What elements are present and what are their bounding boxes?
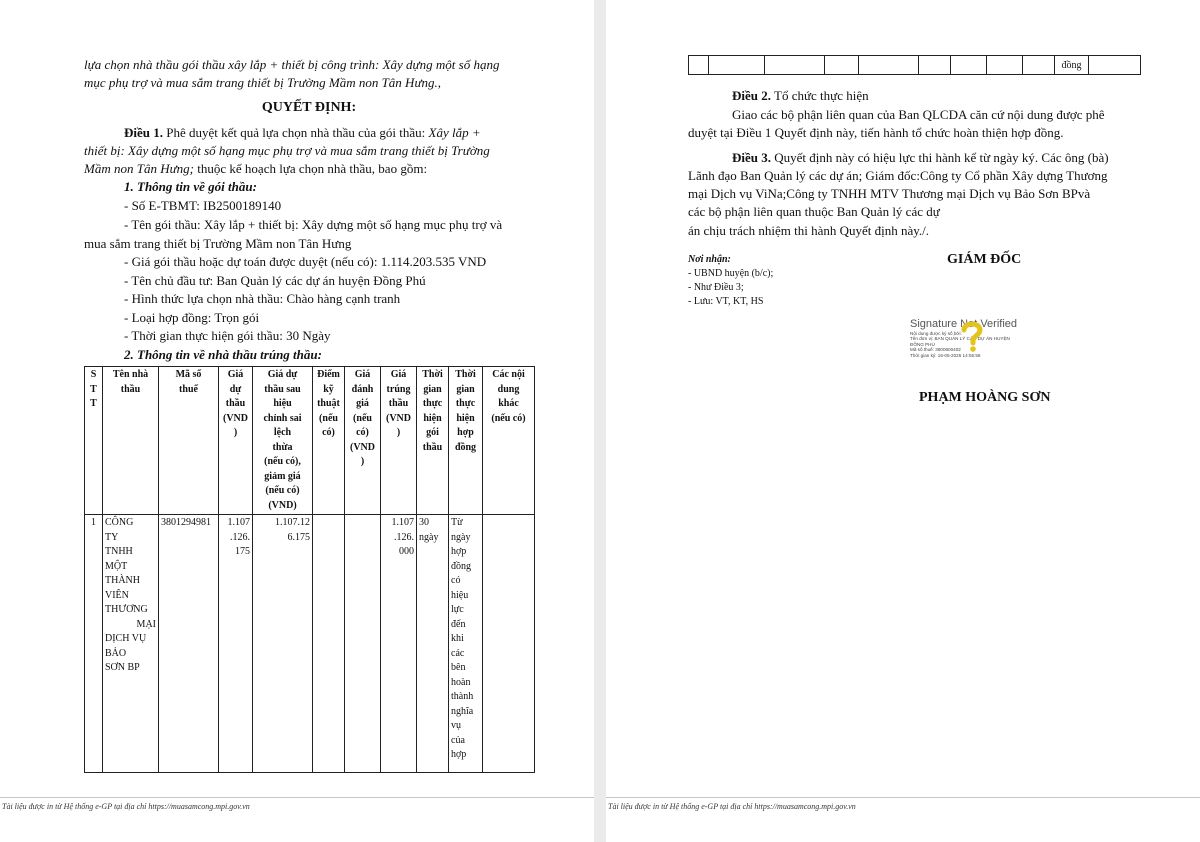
footer-divider (606, 797, 1200, 798)
section-1-title: 1. Thông tin về gói thầu: (124, 179, 257, 194)
info-contract-type: - Loại hợp đồng: Trọn gói (124, 310, 260, 325)
article-1-package: Xây lắp + (428, 125, 481, 140)
signature-details: Nội dung được ký số bởi: Tên đơn vị: BAN QUẢN LÝ CÁC DỰ ÁN HUYỆN ĐỒNG PHÚ Mã số thuế: 3800600402 Thời gian ký: 16-05-2025 14:55:58 (910, 331, 1010, 358)
article-2-line-1: Giao các bộ phận liên quan của Ban QLCDA căn cứ nội dung được phê (732, 107, 1105, 122)
header-adjusted-price: Giá dự thầu sau hiệu chỉnh sai lệch thừa (nếu có), giảm giá (nếu có) (VND) (253, 367, 313, 515)
decision-heading: QUYẾT ĐỊNH: (261, 100, 357, 115)
page-footer: Tài liệu được in từ Hệ thống e-GP tại địa chỉ https://muasamcong.mpi.gov.vn (608, 802, 856, 811)
cell-adjusted-price: 1.107.12 6.175 (253, 515, 313, 773)
article-3-line-1 (732, 149, 1109, 166)
info-package-name: - Tên gói thầu: Xây lắp + thiết bị: Xây dựng một số hạng mục phụ trợ và (124, 217, 503, 232)
cell-bidder-name: CÔNG TY TNHH MỘT THÀNH VIÊN THƯƠNG MẠI DỊCH VỤ BẢO SƠN BP (103, 515, 159, 773)
recipient-item: - Như Điều 3; (688, 282, 744, 293)
cell-stt: 1 (85, 515, 103, 773)
signer-name: PHẠM HOÀNG SƠN (919, 390, 1051, 405)
article-1-line-2: thiết bị: Xây dựng một số hạng mục phụ trợ và mua sắm trang thiết bị Trường (84, 143, 490, 158)
article-3-label: Điều 3. (732, 150, 771, 165)
header-tech-score: Điểm kỹ thuật (nếu có) (313, 367, 345, 515)
signature-status: Signature Not Verified (910, 318, 1018, 330)
header-bidder-name: Tên nhà thầu (103, 367, 159, 515)
page-footer: Tài liệu được in từ Hệ thống e-GP tại địa chỉ https://muasamcong.mpi.gov.vn (2, 802, 250, 811)
table-header-row (85, 367, 535, 515)
header-other: Các nội dung khác (nếu có) (483, 367, 535, 515)
recipients-title: Nơi nhận: (688, 254, 731, 265)
table-row (85, 515, 535, 773)
header-winning-price: Giá trúng thầu (VND ) (381, 367, 417, 515)
article-3-line-4: các bộ phận liên quan thuộc Ban Quản lý các dự (688, 204, 940, 219)
cell-bid-price: 1.107 .126. 175 (219, 515, 253, 773)
question-mark-icon (959, 319, 985, 353)
info-etbmt: - Số E-TBMT: IB2500189140 (124, 198, 282, 213)
recipient-item: - UBND huyện (b/c); (688, 268, 774, 279)
article-3-line-5: án chịu trách nhiệm thi hành Quyết định này./. (688, 223, 930, 238)
header-tax-code: Mã số thuế (159, 367, 219, 515)
strip-cell-unit: đồng (1055, 56, 1089, 75)
header-bid-price: Giá dự thầu (VND ) (219, 367, 253, 515)
article-1-line-1 (124, 124, 481, 141)
article-3-text: Quyết định này có hiệu lực thi hành kể từ ngày ký. Các ông (bà) (771, 150, 1109, 165)
document-page-left (0, 0, 594, 842)
info-investor: - Tên chủ đầu tư: Ban Quản lý các dự án huyện Đồng Phú (124, 273, 426, 288)
continued-table-strip (688, 55, 1141, 75)
article-3-line-3: mại Dịch vụ ViNa;Công ty TNHH MTV Thương mại Dịch vụ Bảo Sơn BPvà (688, 186, 1091, 201)
cell-winning-price: 1.107 .126. 000 (381, 515, 417, 773)
cell-eval-price (345, 515, 381, 773)
winner-table (84, 366, 535, 773)
info-package-price: - Giá gói thầu hoặc dự toán được duyệt (nếu có): 1.114.203.535 VND (124, 254, 487, 269)
document-page-right (606, 0, 1200, 842)
info-package-name-cont: mua sắm trang thiết bị Trường Mầm non Tân Hưng (84, 236, 352, 251)
digital-signature-stamp (910, 318, 1080, 370)
cell-other (483, 515, 535, 773)
recipient-item: - Lưu: VT, KT, HS (688, 296, 764, 307)
footer-divider (0, 797, 594, 798)
section-2-title: 2. Thông tin về nhà thầu trúng thầu: (124, 347, 322, 362)
cell-tech-score (313, 515, 345, 773)
article-2-label: Điều 2. (732, 88, 771, 103)
article-2-title (732, 87, 869, 104)
cell-tax-code: 3801294981 (159, 515, 219, 773)
cell-contract-time: Từ ngày hợp đồng có hiệu lực đến khi các bên hoàn thành nghĩa vụ của hợp (449, 515, 483, 773)
info-selection-method: - Hình thức lựa chọn nhà thầu: Chào hàng cạnh tranh (124, 291, 401, 306)
article-1-line-3 (84, 160, 427, 177)
article-3-line-2: Lãnh đạo Ban Quản lý các dự án; Giám đốc:Công ty Cổ phần Xây dựng Thương (688, 168, 1108, 183)
header-package-time: Thời gian thực hiện gói thầu (417, 367, 449, 515)
article-2-heading: Tổ chức thực hiện (771, 88, 869, 103)
article-1-suffix: thuộc kế hoạch lựa chọn nhà thầu, bao gồm: (194, 161, 428, 176)
header-contract-time: Thời gian thực hiện hợp đồng (449, 367, 483, 515)
header-stt: S T T (85, 367, 103, 515)
signer-title: GIÁM ĐỐC (947, 252, 1022, 267)
article-2-line-2: duyệt tại Điều 1 Quyết định này, tiến hành tổ chức hoàn thiện hợp đồng. (688, 125, 1064, 140)
intro-line-1: lựa chọn nhà thầu gói thầu xây lắp + thiết bị công trình: Xây dựng một số hạng (84, 57, 500, 72)
article-1-label: Điều 1. (124, 125, 163, 140)
cell-package-time: 30 ngày (417, 515, 449, 773)
intro-line-2: mục phụ trợ và mua sắm trang thiết bị Trường Mầm non Tân Hưng., (84, 75, 442, 90)
info-duration: - Thời gian thực hiện gói thầu: 30 Ngày (124, 328, 331, 343)
article-1-text: Phê duyệt kết quả lựa chọn nhà thầu của gói thầu: (163, 125, 429, 140)
header-eval-price: Giá đánh giá (nếu có) (VND ) (345, 367, 381, 515)
article-1-school: Mầm non Tân Hưng; (84, 161, 195, 176)
